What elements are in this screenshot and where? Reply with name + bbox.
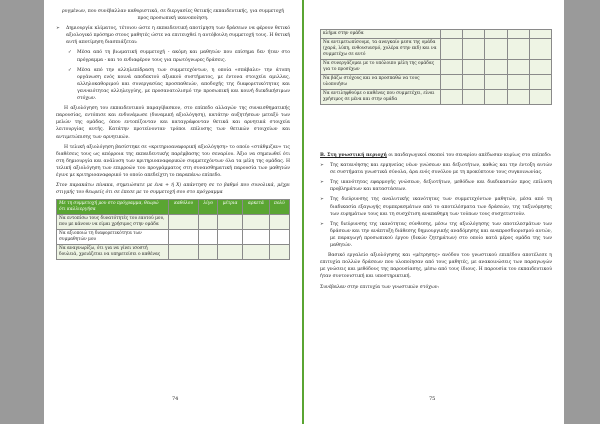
rating-cell[interactable]	[218, 245, 243, 260]
table-row	[57, 215, 290, 230]
left-page-content	[56, 8, 290, 260]
table-row-label: Να αντιμετωπίσουμε, τα αναγκαίο μεσα της ομάδα (χαρά, λύπη, ενθουσιασμό, χολέρα στην εκδ) και να συμμετέχω σε αυτό	[321, 39, 441, 60]
bullet-text: Της διεύρυνσης της αναλυτικής ικανότητας των συμμετεχόντων μαθητών, μέσα από τη διαδικασία εξαγωγής συμπερασμάτων από το αποτελέσματα των δράσεών, της ταξινόμησης των ευρημάτων τους και τη συσχέτιση αναπαθημη των τούπων τους συσχετιστούν.	[330, 197, 552, 217]
table-header-col: μέτρια	[218, 200, 243, 215]
rating-cell[interactable]	[463, 39, 485, 60]
check-bullet-icon: ✓	[68, 67, 72, 73]
paragraph: Βασικό εργαλείο αξιολόγησης και «μέτρησης» ανόδου του γνωστικού επιπέδου αποτέλεσε η επιτυχία πολλών δράσεων που υλοποίησαν από τους μαθητές, με ανακοινώσεις των παραγωγών με γνώσεις και μεθόδους της παρουσίασης, μέσω από τους ίδιους. Η παρουσία του εκπαιδευτικού ήταν συντονιστική και υποστηρικτική.	[320, 253, 552, 280]
rating-cell[interactable]	[463, 30, 485, 39]
rating-cell[interactable]	[269, 215, 289, 230]
table-header-col: λίγο	[199, 200, 218, 215]
rating-cell[interactable]	[507, 75, 529, 90]
rating-cell[interactable]	[463, 60, 485, 75]
rating-cell[interactable]	[485, 60, 507, 75]
section-b-heading: Β. Στη γνωστική περιοχή	[320, 153, 387, 158]
rating-cell[interactable]	[507, 39, 529, 60]
bullet-text: Δημιουργία κλίματος, τέτοιου ώστε η εκπαιδευτική αποτίμηση των δράσεων να φέρουν θετικό αξιολογικό πρόσημο στους μαθητές ώστε να επιτευχθεί η αυτόβουλη συμμετοχή τους. Η θετική αυτή αποτίμηση διασπιάζεται:	[66, 26, 290, 46]
table-row	[321, 90, 552, 105]
sub-bullet-item	[68, 49, 290, 63]
bullet-item	[320, 196, 552, 217]
section-b-paragraph	[320, 152, 552, 159]
rating-cell[interactable]	[529, 60, 551, 75]
rating-cell[interactable]	[463, 75, 485, 90]
table-header-col: καθόλου	[168, 200, 199, 215]
table-row	[321, 60, 552, 75]
table-row-label: Να συνεργάζομαι με το υπόλοιπο μέλη της ομάδας για το προσέχων	[321, 60, 441, 75]
page-number: 74	[172, 396, 179, 402]
section-b-text: οι παιδαγωγικοί σκοποί του σεναρίου απέδωσαν κυρίως στο επίπεδο:	[388, 153, 552, 158]
rating-cell[interactable]	[168, 230, 199, 245]
table-header-first: Με τη συμμετοχή μου στο πρόγραμμα, θεωρώ ότι καλλιεργήσα	[57, 200, 169, 215]
sub-bullet-list	[56, 49, 290, 102]
bullet-list	[320, 162, 552, 249]
table-header-col: πολύ	[269, 200, 289, 215]
rating-cell[interactable]	[441, 39, 463, 60]
intro-text: ρυγμένων, που συνέβαλλαν καθοριστικά, σε διεργασίες θετικής εκπαιδευτικής, για συμμετοχή προς προσωπική ικανοποίηση.	[61, 9, 285, 22]
table-row	[57, 245, 290, 260]
bullet-list	[56, 25, 290, 46]
left-page	[44, 0, 306, 424]
rating-cell[interactable]	[507, 30, 529, 39]
rating-cell[interactable]	[199, 230, 218, 245]
table-row-label: Να εντοπίσω τους δυνατότητές του εαυτού μου, που με κάνουν να είμαι χρήσιμος στην ομάδα	[57, 215, 169, 230]
table-row	[321, 39, 552, 60]
arrow-bullet-icon: ➢	[320, 163, 324, 169]
rating-cell[interactable]	[485, 30, 507, 39]
sub-bullet-text: Μέσα από την αλληλεπίδραση των συμμετεχόντων, η οποία «σπάβαλε» την άτυπη οργάνωση ενός κοινά αποδεκτού αξιακού συστήματος, με έντονα στοιχεία αμιλλας, αλληλοκαθοριμού και συνεργασίας προσπαθειών, αποδοχής της διαφορετικότητας και γενναιότητας αλληλεγγύης, με προσανατολισμό την προσωπική και κοινή διεκδικήσιμων στόχων.	[77, 67, 290, 102]
rating-cell[interactable]	[168, 215, 199, 230]
bullet-item	[56, 25, 290, 46]
table-row	[321, 30, 552, 39]
table-row-label: Να αξιοποιώ τη διαφορετικότητα των συμμαθητών μου	[57, 230, 169, 245]
evaluation-table-continued	[320, 29, 552, 105]
rating-cell[interactable]	[218, 230, 243, 245]
rating-cell[interactable]	[441, 75, 463, 90]
evaluation-table	[56, 199, 290, 260]
rating-cell[interactable]	[529, 75, 551, 90]
table-row-label: κλήμα στην ομάδα	[321, 30, 441, 39]
bullet-text: Της κατανόησης και ερμηνείας νέων γνώσεων και δεξιοτήτων, καθώς και την έντοξη αυτών σε συστήματα γνωστικά σύνολα, άρα ενός συνόλου με τη προκύπτουν τους συγκοινωνίας.	[330, 163, 552, 176]
arrow-bullet-icon: ➢	[320, 180, 324, 186]
table-row	[321, 75, 552, 90]
rating-cell[interactable]	[485, 75, 507, 90]
rating-cell[interactable]	[529, 90, 551, 105]
rating-cell[interactable]	[218, 215, 243, 230]
right-page-content	[320, 152, 552, 294]
bullet-text: Της διεύρυνσης της ικανότητας σύνθεσης, μέσω της αξιολόγησης των αποτελεσμάτων των δράσεων και την ανάπτυξη διάθεσης δημιουργικής αναδόμησης και αναπροσδιορισμού αυτών, με παραγωγή προσωπικού έργου (δικών ζητημάτων) στο οποίο κατά μέρος ομάδα της των μαθητών.	[330, 221, 552, 249]
table-header-col: αρκετά	[243, 200, 270, 215]
bullet-text: Της ικανότητας εφαρμογής γνώσεων, δεξιοτήτων, μεθόδων και διαδικασιών προς επίλυση προβλημάτων και καταστάσεων.	[330, 180, 552, 193]
rating-cell[interactable]	[485, 90, 507, 105]
rating-cell[interactable]	[199, 215, 218, 230]
rating-cell[interactable]	[243, 230, 270, 245]
rating-cell[interactable]	[199, 245, 218, 260]
rating-cell[interactable]	[507, 60, 529, 75]
rating-cell[interactable]	[269, 245, 289, 260]
bullet-item	[320, 162, 552, 176]
paragraph: Η αξιολόγηση του εκπαιδευτικού παραγίβασκον, στο επίπεδο αλλαγών της συναισθηματικής παρουσίας, εντόπισε και ενδυνάμωσε (δυναμική αξιολόγηση), κατάτην αυξητήσεων μεταξύ των μελών της ομάδας, όπου εντοπίζονταν και καταγράφονταν θετικά και αρνητικά στοιχεία λειτουργίας αυτής. Κατάτην προτείνονταν τρόποι επίλυσης των θετικών στοιχείων και αντιμετώπισης των αρνητικών.	[56, 106, 290, 140]
rating-cell[interactable]	[529, 39, 551, 60]
rating-cell[interactable]	[269, 230, 289, 245]
rating-cell[interactable]	[463, 90, 485, 105]
table-row-label: Να αντιληφθούμε ο καθένας που συμμετέχει, είναι χρήσιμος σε μένα και στην ομάδα	[321, 90, 441, 105]
sub-bullet-text: Μέσα από τη βιωματική συμμετοχή - ακόμη και μαθητών που επίσημα δεν ήταν στο πρόγραμμα - και το ενδιαφέρον τους για πρωτόγνωρες δράσεις.	[77, 50, 290, 63]
rating-cell[interactable]	[507, 90, 529, 105]
sub-bullet-item	[68, 67, 290, 102]
table-row-label: Να αναγνωρίζω, ότι για να γίνει ισοστή δουλειά, χρειάζεται να υπηρετείσει ο καθένας	[57, 245, 169, 260]
bullet-item	[320, 179, 552, 193]
rating-cell[interactable]	[529, 30, 551, 39]
right-page	[302, 0, 564, 424]
table-row-label: Να βάζω στόχους και να προσπαθώ να τους υλοποιήσω	[321, 75, 441, 90]
arrow-bullet-icon: ➢	[56, 26, 60, 32]
rating-cell[interactable]	[441, 90, 463, 105]
page-number: 75	[429, 396, 436, 402]
rating-cell[interactable]	[243, 215, 270, 230]
check-bullet-icon: ✓	[68, 50, 72, 56]
rating-cell[interactable]	[243, 245, 270, 260]
bullet-item	[320, 221, 552, 249]
arrow-bullet-icon: ➢	[320, 197, 324, 203]
table-row	[57, 230, 290, 245]
arrow-bullet-icon: ➢	[320, 221, 324, 227]
table-instruction: Στον παρακάτω πίνακα, σημειώσατε με ένα + ή Χ) απάντηση σε το βαθμό που συνολικά, μέχρι στιγμής του θεωρείς ότι σε έπεσε με το συμμετοχή σου στο πρόγραμμα	[56, 183, 290, 196]
rating-cell[interactable]	[441, 60, 463, 75]
paragraph: Η τελική αξιολόγηση βασίστηκε σε «κριτηριοαναφορική αξιολόγηση» το οποίο «στάθμιζαν» τις διαθέσεις τους ως απόρροια της εκπαιδευτικής παρέμβασης του σεναρίου. Άξιο να σημειωθεί ότι στη δημιουργία και ανάλυση των κριτηριοαναφορικών συμμετεχόντων όλα τα μέλη της ομάδας. Η τελική αξιολόγηση των επιρροών του προγράμματος στη συναισθηματική παρουσία των μαθητών έγινε με κριτηριοαναφορικό το οποίο απεδείχτη το παραπάνω επίπεδο.	[56, 144, 290, 178]
rating-cell[interactable]	[168, 245, 199, 260]
rating-cell[interactable]	[441, 30, 463, 39]
paragraph: Συνέβαλαν στην επιτυχία των γνωστικών στόχων:	[320, 284, 440, 290]
rating-cell[interactable]	[485, 39, 507, 60]
